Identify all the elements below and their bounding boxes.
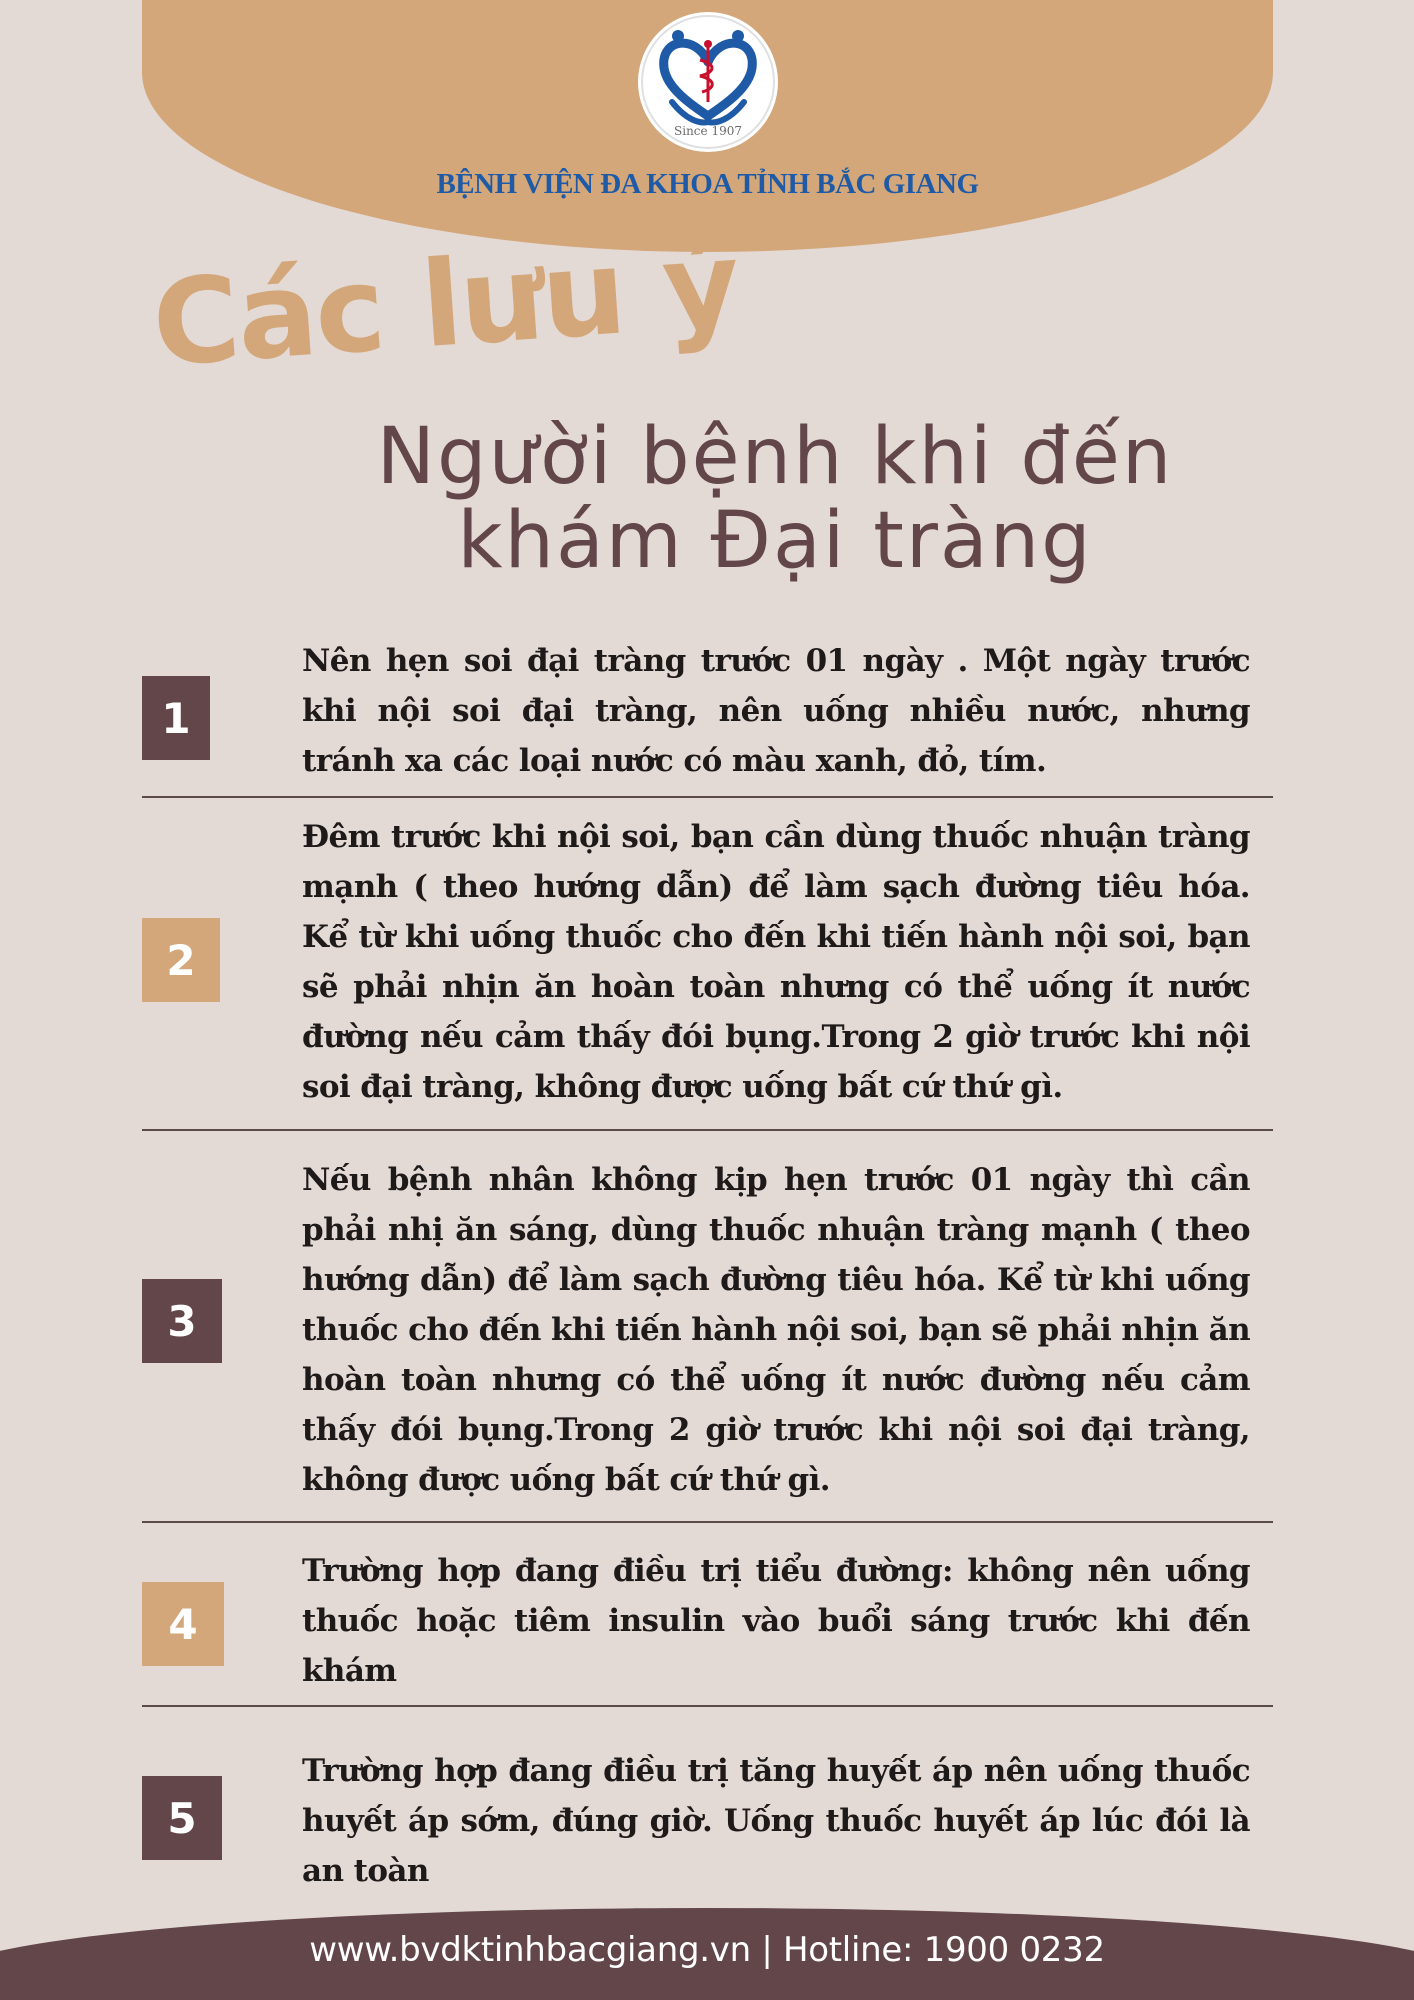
- item-text: Nên hẹn soi đại tràng trước 01 ngày . Một ngày trước khi nội soi đại tràng, nên uống nhiều nước, nhưng tránh xa các loại nước có màu xanh, đỏ, tím.: [302, 643, 1250, 779]
- list-item: [142, 1746, 1273, 1896]
- heading-accent: Các lưu ý: [148, 214, 743, 393]
- divider: [142, 1129, 1273, 1131]
- title-line-2: khám Đại tràng: [457, 496, 1093, 586]
- item-number-badge: 1: [142, 676, 210, 760]
- list-item: [142, 1155, 1273, 1505]
- item-text: Trường hợp đang điều trị tăng huyết áp nên uống thuốc huyết áp sớm, đúng giờ. Uống thuốc huyết áp lúc đói là an toàn: [302, 1753, 1250, 1889]
- title-line-1: Người bệnh khi đến: [376, 412, 1174, 502]
- divider: [142, 796, 1273, 798]
- page-title: [300, 412, 1250, 586]
- divider: [142, 1705, 1273, 1707]
- divider: [142, 1521, 1273, 1523]
- item-number-badge: 4: [142, 1582, 224, 1666]
- hospital-name: BỆNH VIỆN ĐA KHOA TỈNH BẮC GIANG: [436, 168, 979, 200]
- item-text: Nếu bệnh nhân không kịp hẹn trước 01 ngày thì cần phải nhị ăn sáng, dùng thuốc nhuận tràng mạnh ( theo hướng dẫn) để làm sạch đường tiêu hóa. Kể từ khi uống thuốc cho đến khi tiến hành nội soi, bạn sẽ phải nhịn ăn hoàn toàn nhưng có thể uống ít nước đường nếu cảm thấy đói bụng.Trong 2 giờ trước khi nội soi đại tràng, không được uống bất cứ thứ gì.: [302, 1162, 1251, 1498]
- item-number-badge: 5: [142, 1776, 222, 1860]
- list-item: [142, 812, 1273, 1112]
- item-text: Đêm trước khi nội soi, bạn cần dùng thuốc nhuận tràng mạnh ( theo hướng dẫn) để làm sạch đường tiêu hóa. Kể từ khi uống thuốc cho đến khi tiến hành nội soi, bạn sẽ phải nhịn ăn hoàn toàn nhưng có thể uống ít nước đường nếu cảm thấy đói bụng.Trong 2 giờ trước khi nội soi đại tràng, không được uống bất cứ thứ gì.: [302, 819, 1250, 1105]
- list-item: [142, 636, 1273, 786]
- item-number-badge: 3: [142, 1279, 222, 1363]
- item-number-badge: 2: [142, 918, 220, 1002]
- hospital-logo: [638, 12, 778, 152]
- logo-since-text: Since 1907: [674, 124, 742, 138]
- list-item: [142, 1546, 1273, 1696]
- item-text: Trường hợp đang điều trị tiểu đường: không nên uống thuốc hoặc tiêm insulin vào buổi sáng trước khi đến khám: [302, 1553, 1250, 1689]
- footer-contact: www.bvdktinhbacgiang.vn | Hotline: 1900 0232: [309, 1930, 1105, 1970]
